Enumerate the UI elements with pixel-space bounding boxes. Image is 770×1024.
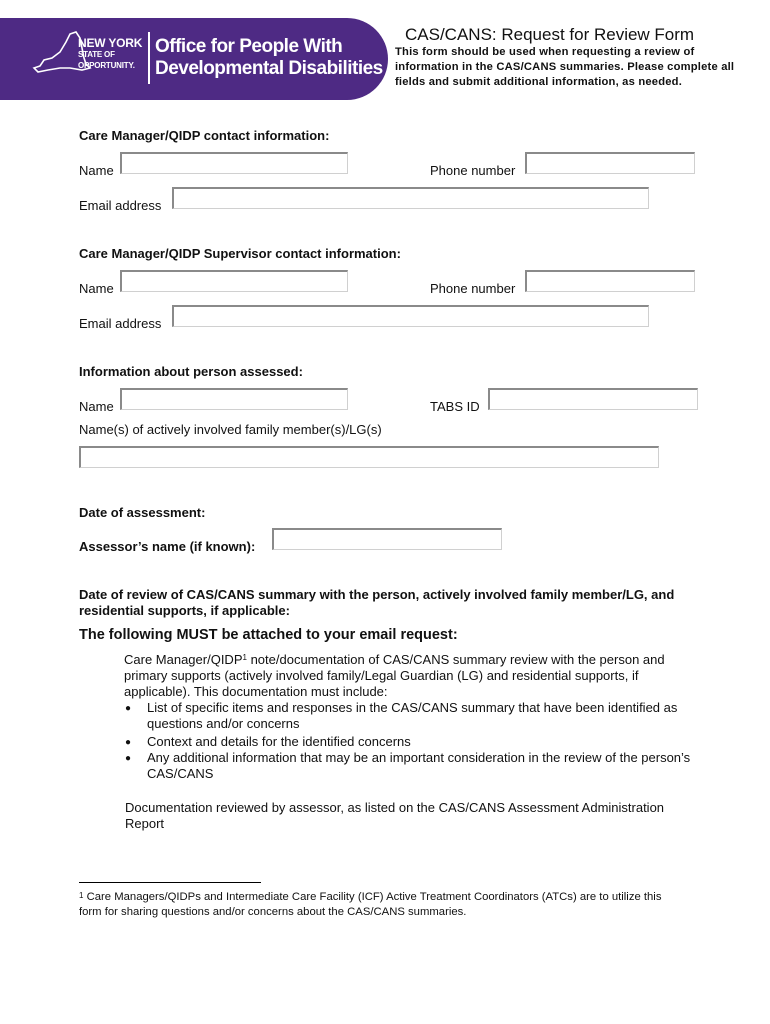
agency-name (155, 36, 383, 80)
logo-divider (148, 32, 150, 84)
nys-line3: OPPORTUNITY. (78, 61, 135, 70)
cm-email-input[interactable] (172, 187, 649, 209)
sup-email-input[interactable] (172, 305, 649, 327)
tabs-id-input[interactable] (488, 388, 698, 410)
family-label: Name(s) of actively involved family member(s)/LG(s) (79, 422, 382, 437)
bullet-1-line2: questions and/or concerns (147, 716, 300, 731)
cm-name-input[interactable] (120, 152, 348, 174)
nys-logo-text (78, 38, 142, 71)
review-date-label-line1: Date of review of CAS/CANS summary with the person, actively involved family member/LG, and (79, 587, 675, 602)
bullet-3-line1: Any additional information that may be an important consideration in the review of the person’s (147, 750, 691, 765)
person-name-label: Name (79, 399, 114, 414)
section-care-manager-heading: Care Manager/QIDP contact information: (79, 128, 330, 143)
footnote-separator (79, 882, 261, 883)
bullet-1-line1: List of specific items and responses in the CAS/CANS summary that have been identified as (147, 700, 678, 715)
agency-name-line2: Developmental Disabilities (155, 58, 383, 79)
footnote (79, 890, 739, 920)
para-line1-rest: note/documentation of CAS/CANS summary review with the person and (246, 652, 665, 667)
footnote-line2: form for sharing questions and/or concerns about the CAS/CANS summaries. (79, 906, 467, 918)
documentation-line1: Documentation reviewed by assessor, as listed on the CAS/CANS Assessment Administration (125, 800, 665, 815)
cm-phone-label: Phone number (430, 163, 516, 178)
form-title: CAS/CANS: Request for Review Form (405, 25, 695, 44)
documentation-line2: Report (125, 816, 165, 831)
bullet-2-text: Context and details for the identified concerns (147, 734, 411, 749)
tabs-id-label: TABS ID (430, 399, 480, 414)
para-start: Care Manager/QIDP (124, 652, 243, 667)
bullet-1-marker: ● (125, 703, 132, 714)
bullet-3-line2: CAS/CANS (147, 766, 214, 781)
sup-phone-input[interactable] (525, 270, 695, 292)
sup-name-label: Name (79, 281, 114, 296)
sup-name-input[interactable] (120, 270, 348, 292)
cm-phone-input[interactable] (525, 152, 695, 174)
footnote-line1 (79, 890, 739, 905)
sup-email-label: Email address (79, 316, 162, 331)
footnote-marker: 1 (79, 891, 84, 900)
footnote-ref: 1 (242, 653, 247, 662)
agency-name-line1: Office for People With (155, 36, 343, 57)
cm-name-label: Name (79, 163, 114, 178)
date-of-assessment-label: Date of assessment: (79, 505, 206, 520)
sup-phone-label: Phone number (430, 281, 516, 296)
cm-email-label: Email address (79, 198, 162, 213)
attachments-para-line2: primary supports (actively involved family/Legal Guardian (LG) and residential supports, if (124, 668, 639, 683)
section-supervisor-heading: Care Manager/QIDP Supervisor contact information: (79, 246, 401, 261)
family-members-input[interactable] (79, 446, 659, 468)
assessor-name-input[interactable] (272, 528, 502, 550)
form-intro: This form should be used when requesting a review of information in the CAS/CANS summaries. Please complete all fields and submit additional information, as needed. (395, 46, 735, 88)
nys-line1: NEW YORK (78, 36, 143, 50)
nys-line2: STATE OF (78, 50, 115, 59)
bullet-3-marker: ● (125, 753, 132, 764)
attachments-heading: The following MUST be attached to your email request: (79, 627, 458, 643)
assessor-name-label: Assessor’s name (if known): (79, 539, 256, 554)
person-name-input[interactable] (120, 388, 348, 410)
bullet-2-marker: ● (125, 737, 132, 748)
footnote-line1-text: Care Managers/QIDPs and Intermediate Care Facility (ICF) Active Treatment Coordinators (ATCs) are to utilize this (83, 891, 662, 903)
section-person-heading: Information about person assessed: (79, 364, 303, 379)
attachments-para-line1 (124, 652, 665, 668)
review-date-label-line2: residential supports, if applicable: (79, 603, 290, 618)
attachments-para-line3: applicable). This documentation must include: (124, 684, 388, 699)
